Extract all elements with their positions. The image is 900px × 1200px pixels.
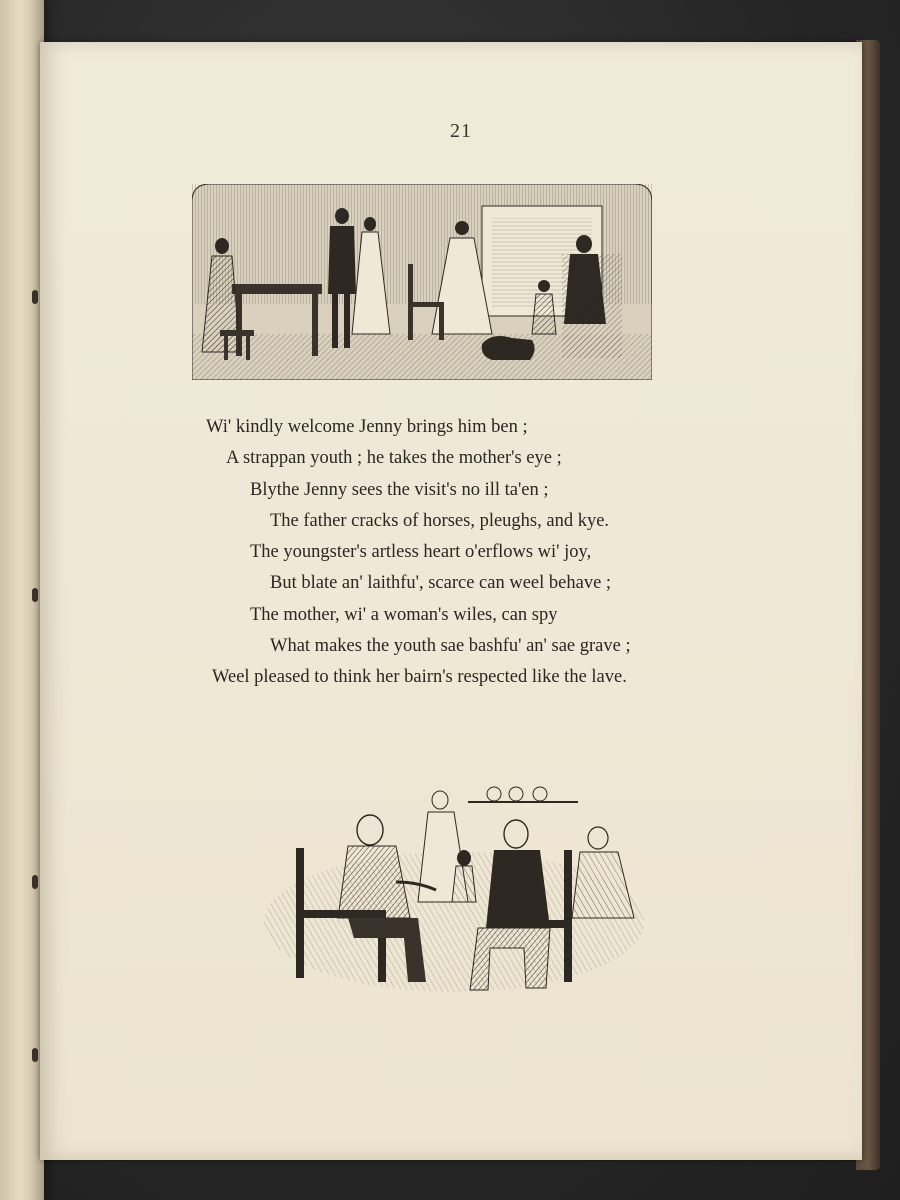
poem-line: The mother, wi' a woman's wiles, can spy [250,604,558,625]
binding-stitch [32,875,38,889]
poem-stanza [168,412,688,694]
poem-line: Wi' kindly welcome Jenny brings him ben ; [206,417,528,437]
binding-stitch [32,1048,38,1062]
poem-line: The youngster's artless heart o'erflows wi' joy, [250,542,592,563]
binding-stitch [32,588,38,602]
poem-line: A strappan youth ; he takes the mother's eye ; [226,448,562,469]
book-spine [0,0,44,1200]
poem-line: What makes the youth sae bashfu' an' sae grave ; [270,636,631,657]
seated-figures-engraving [258,742,650,1012]
poem-line: Blythe Jenny sees the visit's no ill ta'en ; [250,479,549,500]
binding-stitch [32,290,38,304]
page-number: 21 [450,120,472,142]
poem-line: The father cracks of horses, pleughs, and kye. [270,510,610,531]
cottage-interior-engraving [192,184,652,380]
poem-line: Weel pleased to think her bairn's respected like the lave. [212,667,627,688]
poem-line: But blate an' laithfu', scarce can weel behave ; [270,573,612,594]
